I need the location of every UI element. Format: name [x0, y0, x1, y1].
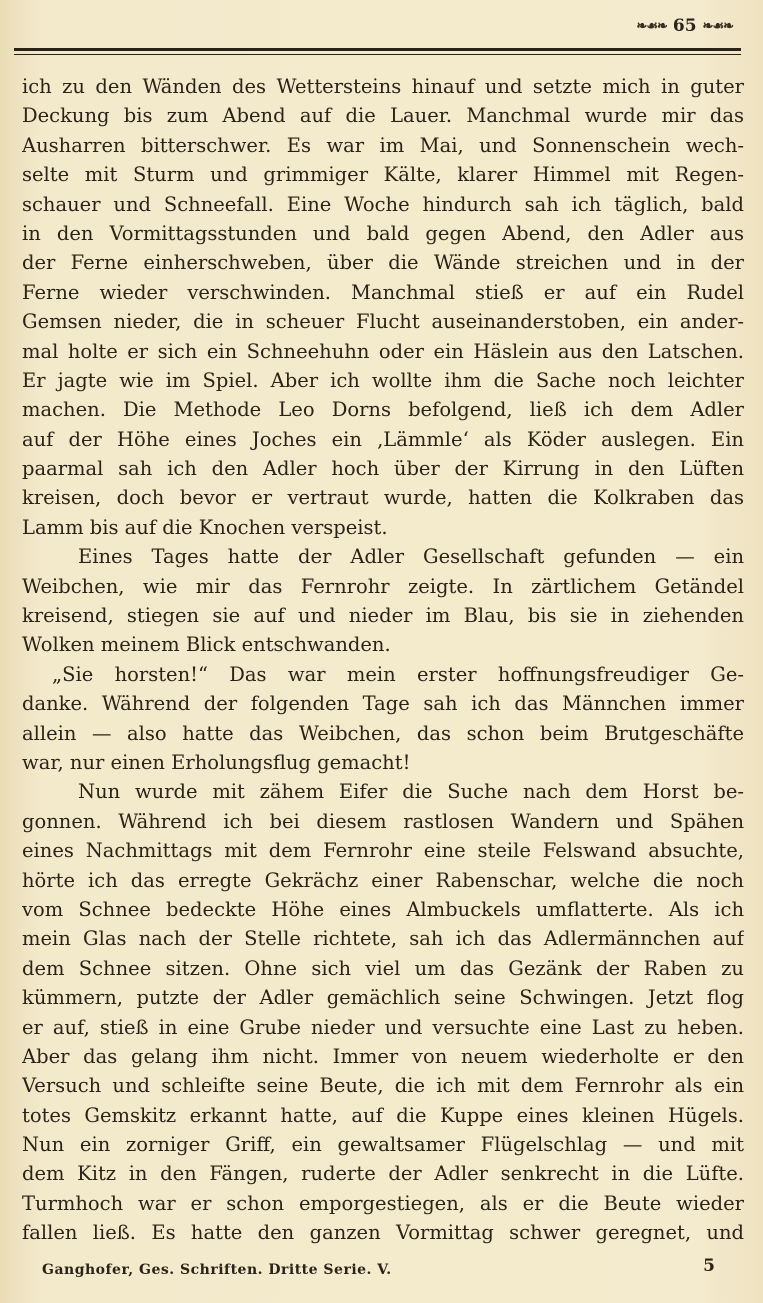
page-number-group	[636, 16, 733, 36]
paragraph	[22, 660, 744, 778]
text-line: Lamm bis auf die Knochen verspeist.	[22, 515, 388, 539]
text-line: allein — also hatte das Weibchen, das schon beim Brutgeschäfte	[22, 721, 744, 745]
text-line: mein Glas nach der Stelle richtete, sah ich das Adlermännchen auf	[22, 927, 744, 951]
ornament-left-icon: ❧☙❧	[636, 18, 667, 34]
text-line: Turmhoch war er schon emporgestiegen, als er die Beute wieder	[22, 1191, 744, 1215]
text-line: Nun wurde mit zähem Eifer die Suche nach dem Horst be-	[78, 780, 744, 804]
text-line: Weibchen, wie mir das Fernrohr zeigte. In zärtlichem Getändel	[22, 574, 744, 598]
footer-signature: Ganghofer, Ges. Schriften. Dritte Serie. V.	[42, 1262, 392, 1278]
text-line: Versuch und schleifte seine Beute, die ich mit dem Fernrohr als ein	[22, 1074, 744, 1098]
text-line: Aber das gelang ihm nicht. Immer von neuem wiederholte er den	[22, 1044, 744, 1068]
text-line: Deckung bis zum Abend auf die Lauer. Manchmal wurde mir das	[22, 104, 744, 128]
text-line: danke. Während der folgenden Tage sah ich das Männchen immer	[22, 692, 744, 716]
text-line: „Sie horsten!“ Das war mein erster hoffnungsfreudiger Ge-	[52, 662, 744, 686]
page-footer	[22, 1256, 733, 1286]
paragraph	[22, 777, 744, 1247]
text-line: selte mit Sturm und grimmiger Kälte, klarer Himmel mit Regen-	[22, 163, 744, 187]
text-line: auf der Höhe eines Joches ein ‚Lämmle‘ als Köder auslegen. Ein	[22, 427, 744, 451]
body-text	[22, 72, 744, 1248]
text-line: Er jagte wie im Spiel. Aber ich wollte ihm die Sache noch leichter	[22, 368, 744, 392]
page-number: 65	[672, 16, 697, 36]
text-line: kreisend, stiegen sie auf und nieder im Blau, bis sie in ziehenden	[22, 604, 744, 628]
header-rule-thick	[14, 48, 741, 51]
text-line: war, nur einen Erholungsflug gemacht!	[22, 750, 411, 774]
text-line: dem Kitz in den Fängen, ruderte der Adler senkrecht in die Lüfte.	[22, 1162, 744, 1186]
text-line: ich zu den Wänden des Wettersteins hinauf und setzte mich in guter	[22, 75, 744, 98]
text-line: vom Schnee bedeckte Höhe eines Almbuckels umflatterte. Als ich	[22, 897, 744, 921]
text-line: Gemsen nieder, die in scheuer Flucht auseinanderstoben, ein ander-	[22, 310, 744, 334]
text-line: eines Nachmittags mit dem Fernrohr eine steile Felswand absuchte,	[22, 839, 744, 863]
text-line: paarmal sah ich den Adler hoch über der Kirrung in den Lüften	[22, 457, 744, 481]
page-header	[20, 12, 733, 42]
text-line: totes Gemskitz erkannt hatte, auf die Kuppe eines kleinen Hügels.	[22, 1103, 744, 1127]
text-line: dem Schnee sitzen. Ohne sich viel um das Gezänk der Raben zu	[22, 956, 744, 980]
paragraph	[22, 72, 744, 542]
text-line: er auf, stieß in eine Grube nieder und versuchte eine Last zu heben.	[22, 1015, 744, 1039]
footer-sheet-number: 5	[703, 1256, 715, 1276]
paragraph	[22, 542, 744, 660]
text-line: Nun ein zorniger Griff, ein gewaltsamer Flügelschlag — und mit	[22, 1133, 744, 1157]
text-line: machen. Die Methode Leo Dorns befolgend, ließ ich dem Adler	[22, 398, 744, 422]
text-line: gonnen. Während ich bei diesem rastlosen Wandern und Spähen	[22, 809, 744, 833]
text-line: kreisen, doch bevor er vertraut wurde, hatten die Kolkraben das	[22, 486, 744, 510]
text-line: Wolken meinem Blick entschwanden.	[22, 633, 391, 657]
text-line: Ausharren bitterschwer. Es war im Mai, und Sonnenschein wech-	[22, 133, 744, 157]
text-line: kümmern, putzte der Adler gemächlich seine Schwingen. Jetzt flog	[22, 986, 744, 1010]
text-line: schauer und Schneefall. Eine Woche hindurch sah ich täglich, bald	[22, 192, 744, 216]
text-line: hörte ich das erregte Gekrächz einer Rabenschar, welche die noch	[22, 868, 744, 892]
text-line: mal holte er sich ein Schneehuhn oder ein Häslein aus den Latschen.	[22, 339, 744, 363]
text-line: fallen ließ. Es hatte den ganzen Vormittag schwer geregnet, und	[22, 1221, 744, 1245]
ornament-right-icon: ❧☙❧	[702, 18, 733, 34]
text-line: in den Vormittagsstunden und bald gegen Abend, den Adler aus	[22, 221, 744, 245]
text-line: Eines Tages hatte der Adler Gesellschaft gefunden — ein	[78, 545, 744, 569]
text-line: Ferne wieder verschwinden. Manchmal stieß er auf ein Rudel	[22, 280, 744, 304]
text-line: der Ferne einherschweben, über die Wände streichen und in der	[22, 251, 744, 275]
header-rule-thin	[14, 54, 741, 55]
